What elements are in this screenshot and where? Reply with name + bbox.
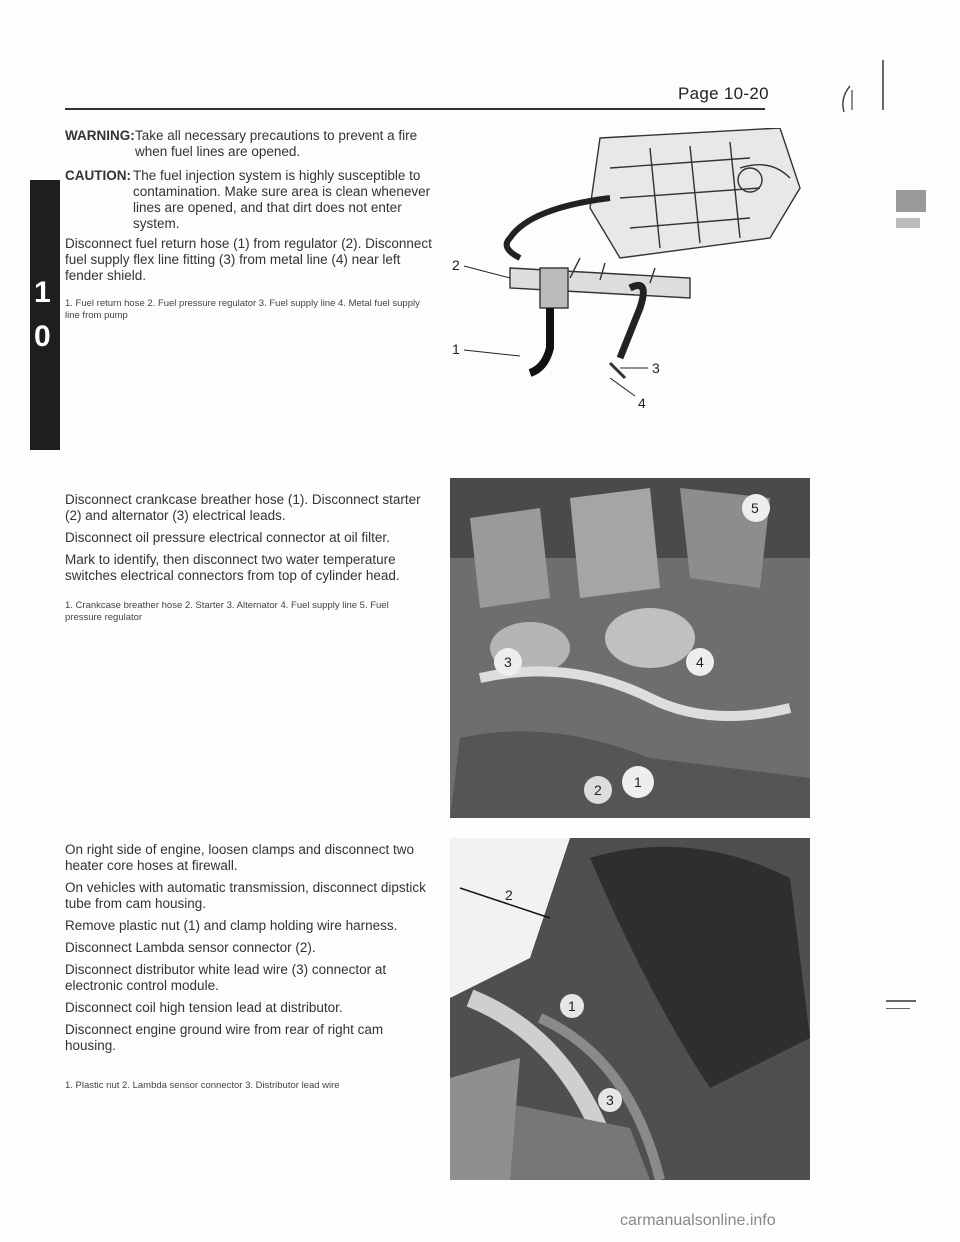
callout-1: 1: [568, 998, 576, 1014]
callout-3: 3: [652, 360, 660, 376]
caution-block: [65, 168, 435, 232]
caution-text: The fuel injection system is highly susceptible to contamination. Make sure area is clean whenever lines are opened, and that dirt does not enter system.: [133, 168, 431, 231]
instruction-paragraph: Disconnect distributor white lead wire (3) connector at electronic control module.: [65, 962, 387, 993]
callout-2: 2: [594, 782, 602, 798]
instruction-paragraph: On vehicles with automatic transmission, disconnect dipstick tube from cam housing.: [65, 880, 426, 911]
callout-1: 1: [452, 341, 460, 357]
firewall-photo: [450, 838, 810, 1180]
header-rule: [65, 108, 765, 110]
watermark: carmanualsonline.info: [620, 1212, 776, 1229]
figure-caption-2: 1. Crankcase breather hose 2. Starter 3. Alternator 4. Fuel supply line 5. Fuel pressure regulator: [65, 600, 389, 623]
figure-caption-3: 1. Plastic nut 2. Lambda sensor connector 3. Distributor lead wire: [65, 1080, 340, 1091]
instruction-paragraph: Disconnect engine ground wire from rear of right cam housing.: [65, 1022, 384, 1053]
fuel-regulator-illustration: [450, 128, 820, 408]
callout-4: 4: [696, 654, 704, 670]
figure-caption-1: 1. Fuel return hose 2. Fuel pressure regulator 3. Fuel supply line 4. Metal fuel supply line from pump: [65, 298, 420, 321]
warning-text: Take all necessary precautions to prevent a fire when fuel lines are opened.: [135, 128, 418, 159]
margin-mark: [886, 1008, 910, 1009]
callout-5: 5: [751, 500, 759, 516]
instruction-paragraph: On right side of engine, loosen clamps and disconnect two heater core hoses at firewall.: [65, 842, 414, 873]
warning-block: [65, 128, 435, 160]
section-tab-digit: 1: [34, 276, 51, 309]
callout-1: 1: [634, 774, 642, 790]
callout-3: 3: [606, 1092, 614, 1108]
margin-mark: [886, 1000, 916, 1002]
engine-photo: [450, 478, 810, 818]
warning-label: WARNING:: [65, 128, 135, 143]
page-number: Page 10-20: [678, 84, 769, 103]
fuel-instruction: Disconnect fuel return hose (1) from regulator (2). Disconnect fuel supply flex line fitting (3) from metal line (4) near left fender shield.: [65, 236, 432, 283]
callout-2: 2: [452, 257, 460, 273]
engine-instructions: [65, 492, 435, 584]
margin-line: [882, 60, 884, 110]
instruction-paragraph: Remove plastic nut (1) and clamp holding wire harness.: [65, 918, 398, 933]
callout-2: 2: [505, 887, 513, 903]
section-tab-digit: 0: [34, 320, 51, 353]
instruction-paragraph: Mark to identify, then disconnect two water temperature switches electrical connectors from top of cylinder head.: [65, 552, 400, 583]
instruction-paragraph: Disconnect Lambda sensor connector (2).: [65, 940, 316, 955]
instruction-paragraph: Disconnect oil pressure electrical connector at oil filter.: [65, 530, 390, 545]
section-tab: [30, 180, 60, 450]
caution-label: CAUTION:: [65, 168, 131, 183]
callout-3: 3: [504, 654, 512, 670]
heater-instructions: [65, 842, 435, 1054]
instruction-paragraph: Disconnect coil high tension lead at distributor.: [65, 1000, 343, 1015]
callout-4: 4: [638, 395, 646, 408]
binder-hole-mark: [836, 84, 856, 114]
instruction-paragraph: Disconnect crankcase breather hose (1). Disconnect starter (2) and alternator (3) electrical leads.: [65, 492, 421, 523]
margin-artifact: [896, 180, 936, 250]
